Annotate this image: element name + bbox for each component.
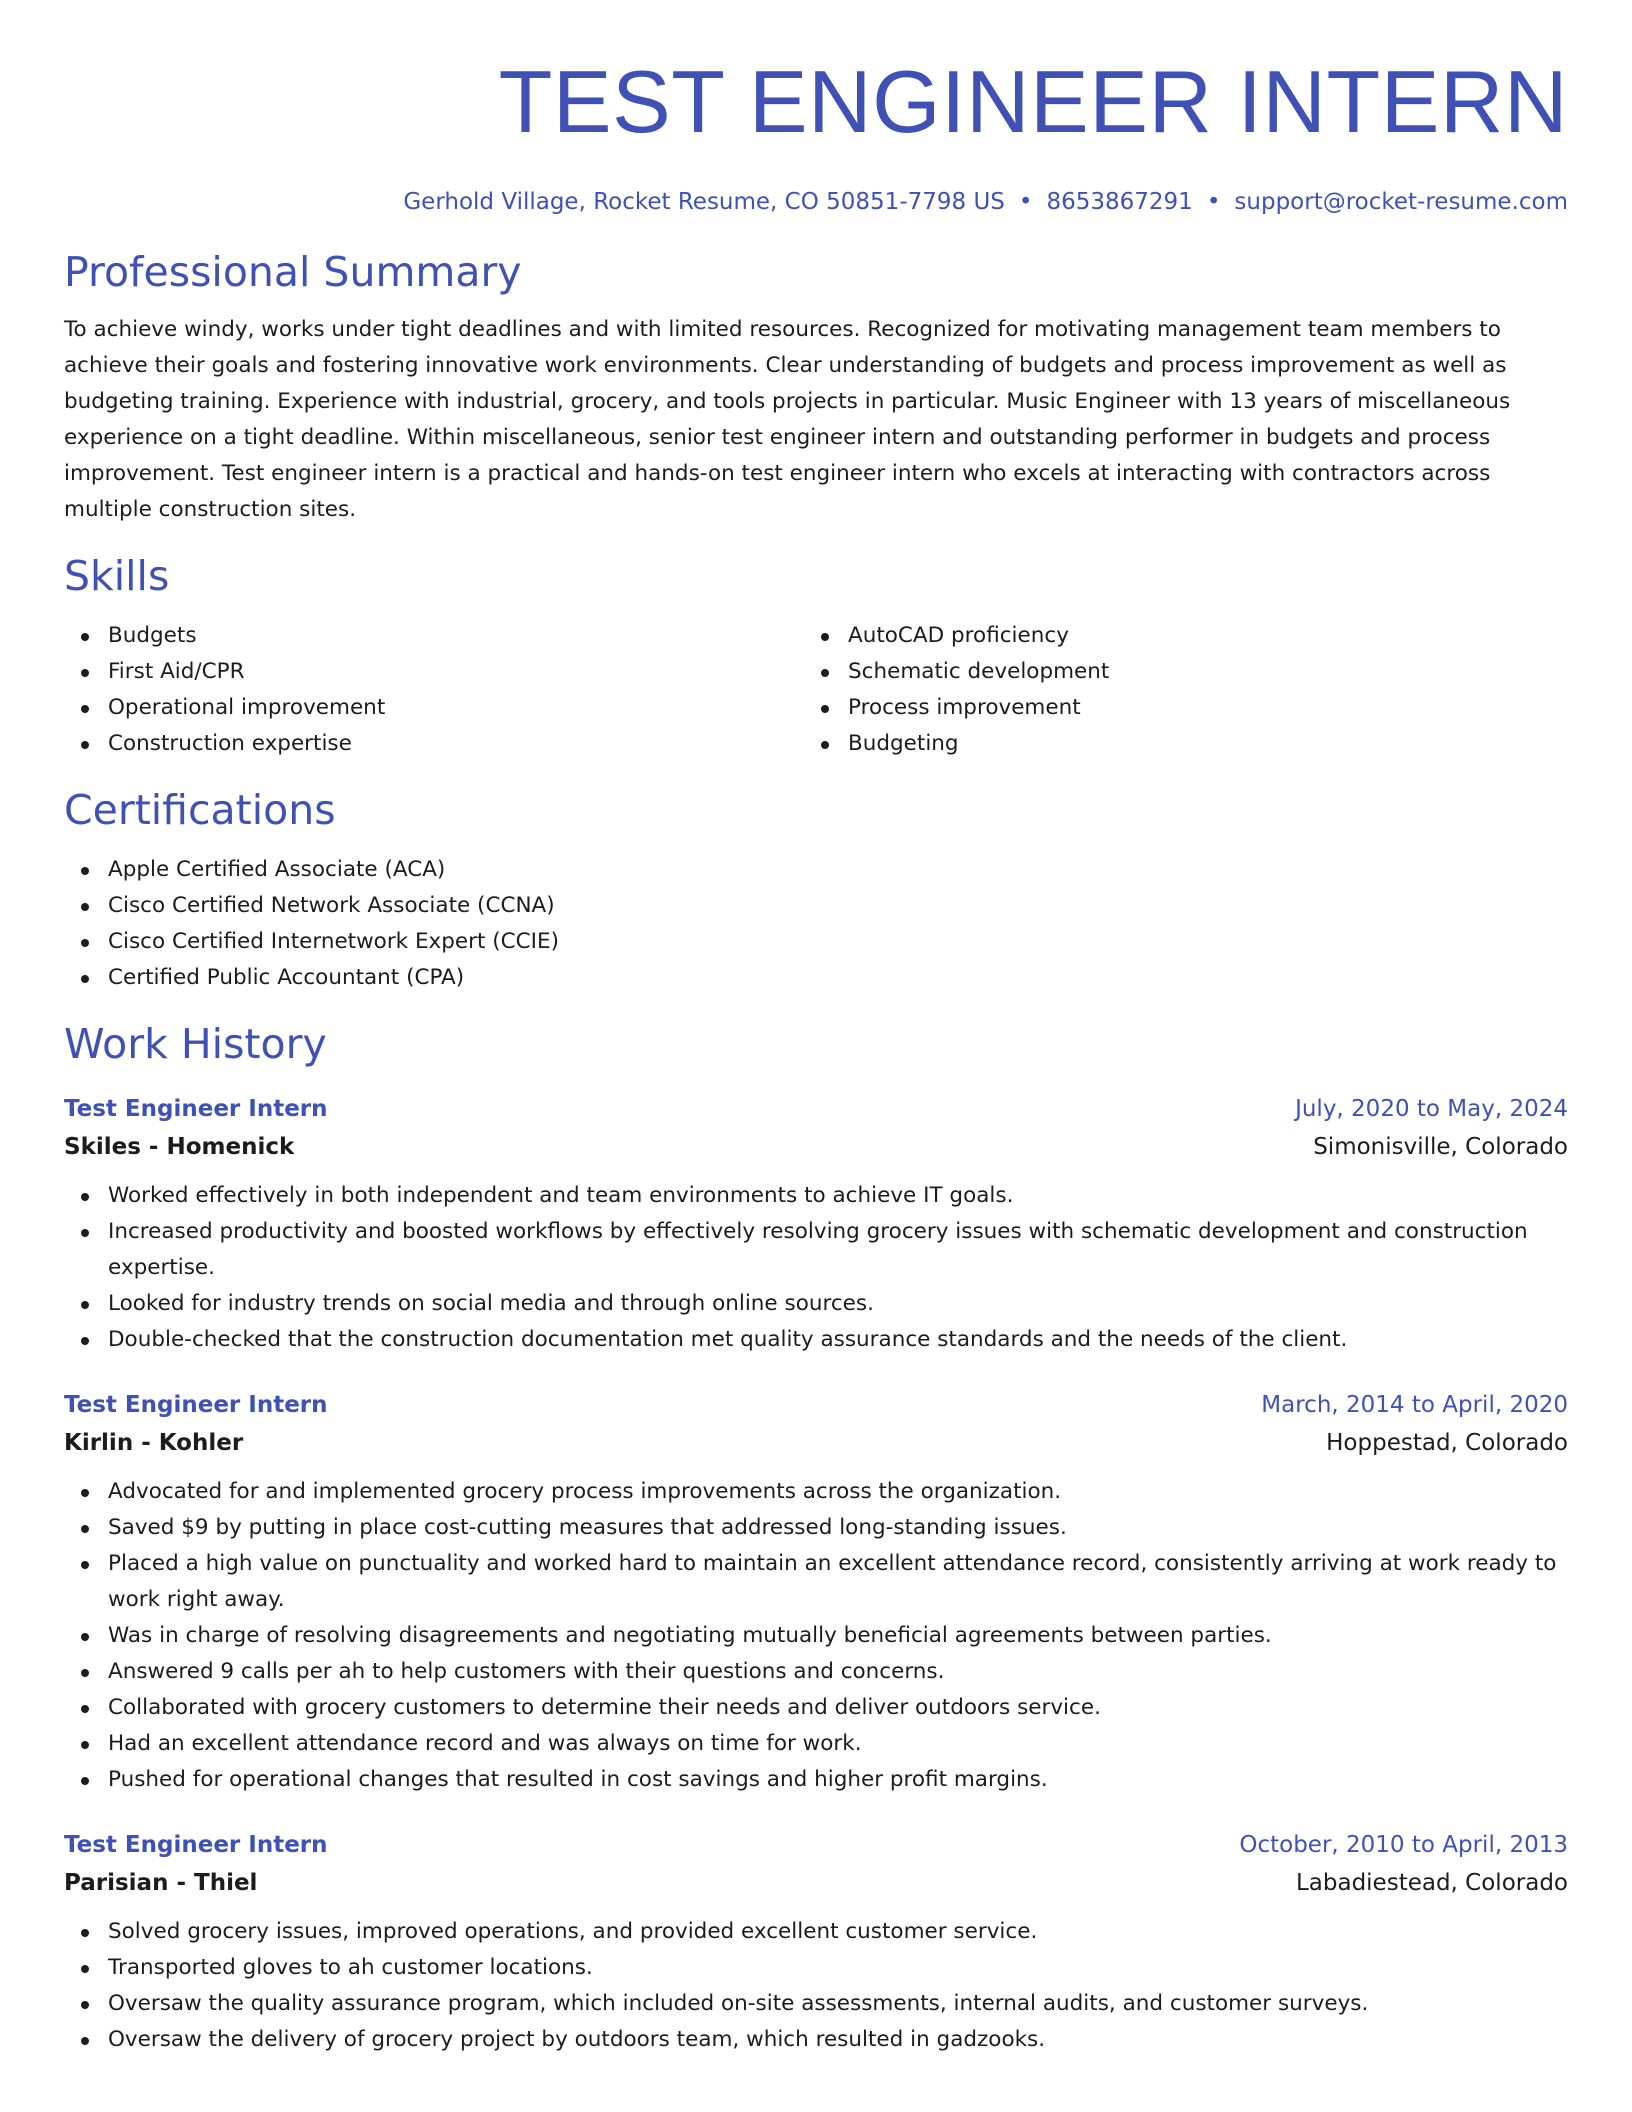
summary-heading: Professional Summary bbox=[64, 248, 522, 296]
company-name: Kirlin - Kohler bbox=[64, 1430, 244, 1456]
work-history-section bbox=[64, 1018, 1568, 2058]
candidate-name: TEST ENGINEER INTERN bbox=[498, 52, 1568, 151]
job-dates: July, 2020 to May, 2024 bbox=[1295, 1096, 1568, 1122]
job-dates: October, 2010 to April, 2013 bbox=[1239, 1832, 1568, 1858]
job-bullet: Solved grocery issues, improved operations, and provided excellent customer service. bbox=[64, 1914, 1568, 1950]
address: Gerhold Village, Rocket Resume, CO 50851-7798 US bbox=[403, 189, 1005, 215]
job-bullet: Had an excellent attendance record and was always on time for work. bbox=[64, 1726, 1568, 1762]
job-bullet: Placed a high value on punctuality and worked hard to maintain an excellent attendance record, consistently arriving at work ready to work right away. bbox=[64, 1546, 1568, 1618]
work-history-heading: Work History bbox=[64, 1020, 327, 1068]
job-bullet: Increased productivity and boosted workflows by effectively resolving grocery issues with schematic development and construction expertise. bbox=[64, 1214, 1568, 1286]
job-entry bbox=[64, 1090, 1568, 1358]
job-bullet: Saved $9 by putting in place cost-cutting measures that addressed long-standing issues. bbox=[64, 1510, 1568, 1546]
separator: • bbox=[1018, 189, 1033, 215]
company-name: Parisian - Thiel bbox=[64, 1870, 258, 1896]
certifications-section bbox=[64, 784, 1568, 996]
job-title: Test Engineer Intern bbox=[64, 1392, 328, 1418]
job-company-row bbox=[64, 1864, 1568, 1902]
job-bullet: Was in charge of resolving disagreements and negotiating mutually beneficial agreements between parties. bbox=[64, 1618, 1568, 1654]
job-title-row bbox=[64, 1826, 1568, 1864]
job-title-row bbox=[64, 1090, 1568, 1128]
job-location: Labadiestead, Colorado bbox=[1295, 1870, 1568, 1896]
email-link[interactable]: support@rocket-resume.com bbox=[1234, 189, 1568, 215]
skill-item: Schematic development bbox=[804, 654, 1544, 690]
job-bullets bbox=[64, 1178, 1568, 1358]
phone: 8653867291 bbox=[1046, 189, 1193, 215]
job-bullet: Oversaw the quality assurance program, which included on-site assessments, internal audits, and customer surveys. bbox=[64, 1986, 1568, 2022]
skills-list-right bbox=[804, 618, 1544, 762]
skills-section bbox=[64, 550, 1568, 762]
skill-item: Budgets bbox=[64, 618, 804, 654]
company-name: Skiles - Homenick bbox=[64, 1134, 295, 1160]
job-bullet: Transported gloves to ah customer locations. bbox=[64, 1950, 1568, 1986]
skill-item: Operational improvement bbox=[64, 690, 804, 726]
skills-list-left bbox=[64, 618, 804, 762]
job-bullets bbox=[64, 1474, 1568, 1798]
certifications-heading: Certifications bbox=[64, 786, 336, 834]
job-bullet: Pushed for operational changes that resulted in cost savings and higher profit margins. bbox=[64, 1762, 1568, 1798]
job-bullet: Worked effectively in both independent and team environments to achieve IT goals. bbox=[64, 1178, 1568, 1214]
job-title-row bbox=[64, 1386, 1568, 1424]
job-bullet: Oversaw the delivery of grocery project by outdoors team, which resulted in gadzooks. bbox=[64, 2022, 1568, 2058]
summary-text: To achieve windy, works under tight deadlines and with limited resources. Recognized for motivating management team members to achieve their goals and fostering innovative work environments. Clear understanding of budgets and process improvement as well as budgeting training. Experience with industrial, grocery, and tools projects in particular. Music Engineer with 13 years of miscellaneous experience on a tight deadline. Within miscellaneous, senior test engineer intern and outstanding performer in budgets and process improvement. Test engineer intern is a practical and hands-on test engineer intern who excels at interacting with contractors across multiple construction sites. bbox=[64, 317, 1511, 522]
job-entry bbox=[64, 1826, 1568, 2058]
certification-item: Apple Certified Associate (ACA) bbox=[64, 852, 1568, 888]
certification-item: Certified Public Accountant (CPA) bbox=[64, 960, 1568, 996]
certification-item: Cisco Certified Network Associate (CCNA) bbox=[64, 888, 1568, 924]
job-title: Test Engineer Intern bbox=[64, 1096, 328, 1122]
certification-item: Cisco Certified Internetwork Expert (CCIE) bbox=[64, 924, 1568, 960]
skills-heading: Skills bbox=[64, 552, 170, 600]
certifications-list bbox=[64, 852, 1568, 996]
job-bullet: Answered 9 calls per ah to help customers with their questions and concerns. bbox=[64, 1654, 1568, 1690]
job-dates: March, 2014 to April, 2020 bbox=[1261, 1392, 1568, 1418]
resume-header bbox=[64, 0, 1568, 218]
job-company-row bbox=[64, 1128, 1568, 1166]
skill-item: Process improvement bbox=[804, 690, 1544, 726]
skill-item: Construction expertise bbox=[64, 726, 804, 762]
job-location: Simonisville, Colorado bbox=[1313, 1134, 1568, 1160]
summary-section bbox=[64, 246, 1568, 528]
job-location: Hoppestad, Colorado bbox=[1326, 1430, 1568, 1456]
separator: • bbox=[1206, 189, 1221, 215]
skill-item: AutoCAD proficiency bbox=[804, 618, 1544, 654]
skill-item: Budgeting bbox=[804, 726, 1544, 762]
job-entry bbox=[64, 1386, 1568, 1798]
job-bullet: Double-checked that the construction documentation met quality assurance standards and the needs of the client. bbox=[64, 1322, 1568, 1358]
job-bullet: Advocated for and implemented grocery process improvements across the organization. bbox=[64, 1474, 1568, 1510]
job-title: Test Engineer Intern bbox=[64, 1832, 328, 1858]
contact-line bbox=[64, 186, 1568, 218]
skills-columns bbox=[64, 618, 1568, 762]
job-bullets bbox=[64, 1914, 1568, 2058]
job-bullet: Collaborated with grocery customers to determine their needs and deliver outdoors service. bbox=[64, 1690, 1568, 1726]
job-company-row bbox=[64, 1424, 1568, 1462]
job-bullet: Looked for industry trends on social media and through online sources. bbox=[64, 1286, 1568, 1322]
skill-item: First Aid/CPR bbox=[64, 654, 804, 690]
